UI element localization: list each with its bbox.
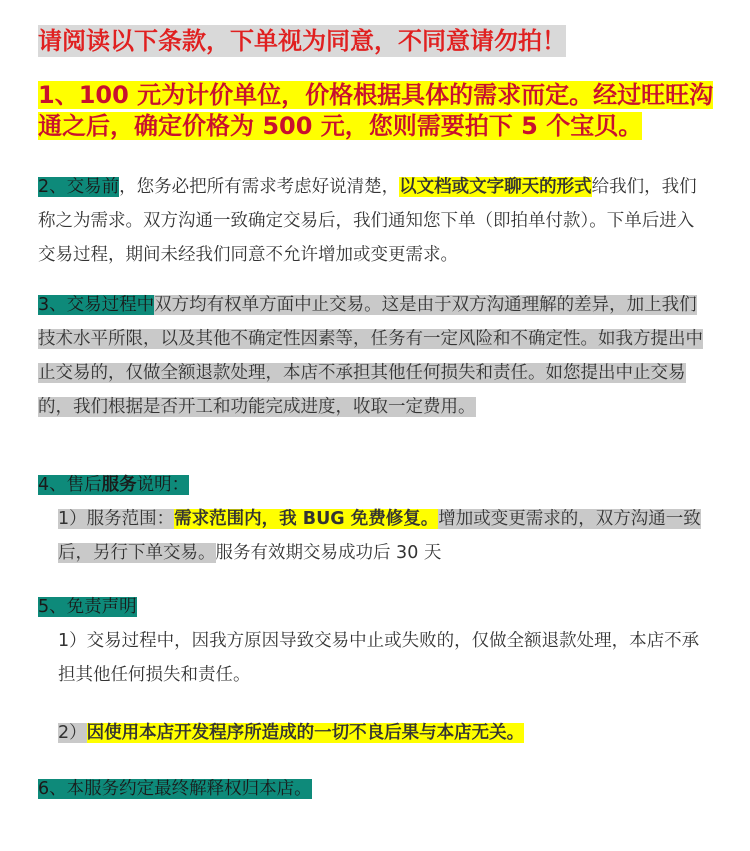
term-2-label: 2、交易前 bbox=[38, 177, 120, 197]
term-4-highlight: 需求范围内，我 BUG 免费修复。 bbox=[174, 509, 439, 529]
term-2-text-a: ，您务必把所有需求考虑好说清楚， bbox=[119, 177, 400, 197]
term-2-highlight: 以文档或文字聊天的形式 bbox=[399, 177, 592, 197]
term-2-text-b: 给我们，我们称之为需求。双方沟通一致确定交易后，我们通知您下单（即拍单付款）。下单后进入交易过程，期间未经我们同意不允许增加或变更需求。 bbox=[38, 177, 697, 265]
term-5-item-2 bbox=[38, 716, 710, 750]
term-3-label: 3、交易过程中 bbox=[38, 295, 155, 315]
term-2 bbox=[38, 170, 710, 272]
term-6 bbox=[38, 772, 710, 806]
term-4-label-b: 说明： bbox=[136, 475, 190, 495]
term-5-item-2-highlight: 因使用本店开发程序所造成的一切不良后果与本店无关。 bbox=[86, 723, 525, 743]
term-4-text-a: 增加或变更需求的，双方沟通一致后，另行下单交易。 bbox=[58, 509, 701, 563]
term-5-item-2-prefix: 2） bbox=[58, 723, 87, 743]
term-4-heading bbox=[38, 468, 710, 502]
term-4 bbox=[38, 468, 710, 570]
term-4-item bbox=[38, 502, 710, 570]
term-5 bbox=[38, 590, 710, 750]
term-5-label: 5、免责声明 bbox=[38, 597, 137, 617]
term-3 bbox=[38, 288, 710, 424]
term-1 bbox=[38, 80, 718, 142]
term-5-heading bbox=[38, 590, 710, 624]
term-3-text: 双方均有权单方面中止交易。这是由于双方沟通理解的差异，加上我们技术水平所限，以及其他不确定性因素等，任务有一定风险和不确定性。如我方提出中止交易的，仅做全额退款处理，本店不承担其他任何损失和责任。如您提出中止交易的，我们根据是否开工和功能完成进度，收取一定费用。 bbox=[38, 295, 703, 417]
term-4-text-b: 服务有效期交易成功后 30 天 bbox=[215, 543, 442, 563]
term-1-text: 1、100 元为计价单位，价格根据具体的需求而定。经过旺旺沟通之后，确定价格为 500 元，您则需要拍下 5 个宝贝。 bbox=[38, 81, 714, 140]
term-4-label-bold: 服务 bbox=[101, 475, 137, 495]
term-6-label: 6、本服务约定最终解释权归本店。 bbox=[38, 779, 312, 799]
term-5-item-1: 1）交易过程中，因我方原因导致交易中止或失败的，仅做全额退款处理，本店不承担其他任何损失和责任。 bbox=[58, 631, 700, 685]
term-4-item-prefix: 1）服务范围： bbox=[58, 509, 175, 529]
term-4-label-a: 4、售后 bbox=[38, 475, 102, 495]
page-title: 请阅读以下条款，下单视为同意，不同意请勿拍！ bbox=[38, 27, 566, 55]
